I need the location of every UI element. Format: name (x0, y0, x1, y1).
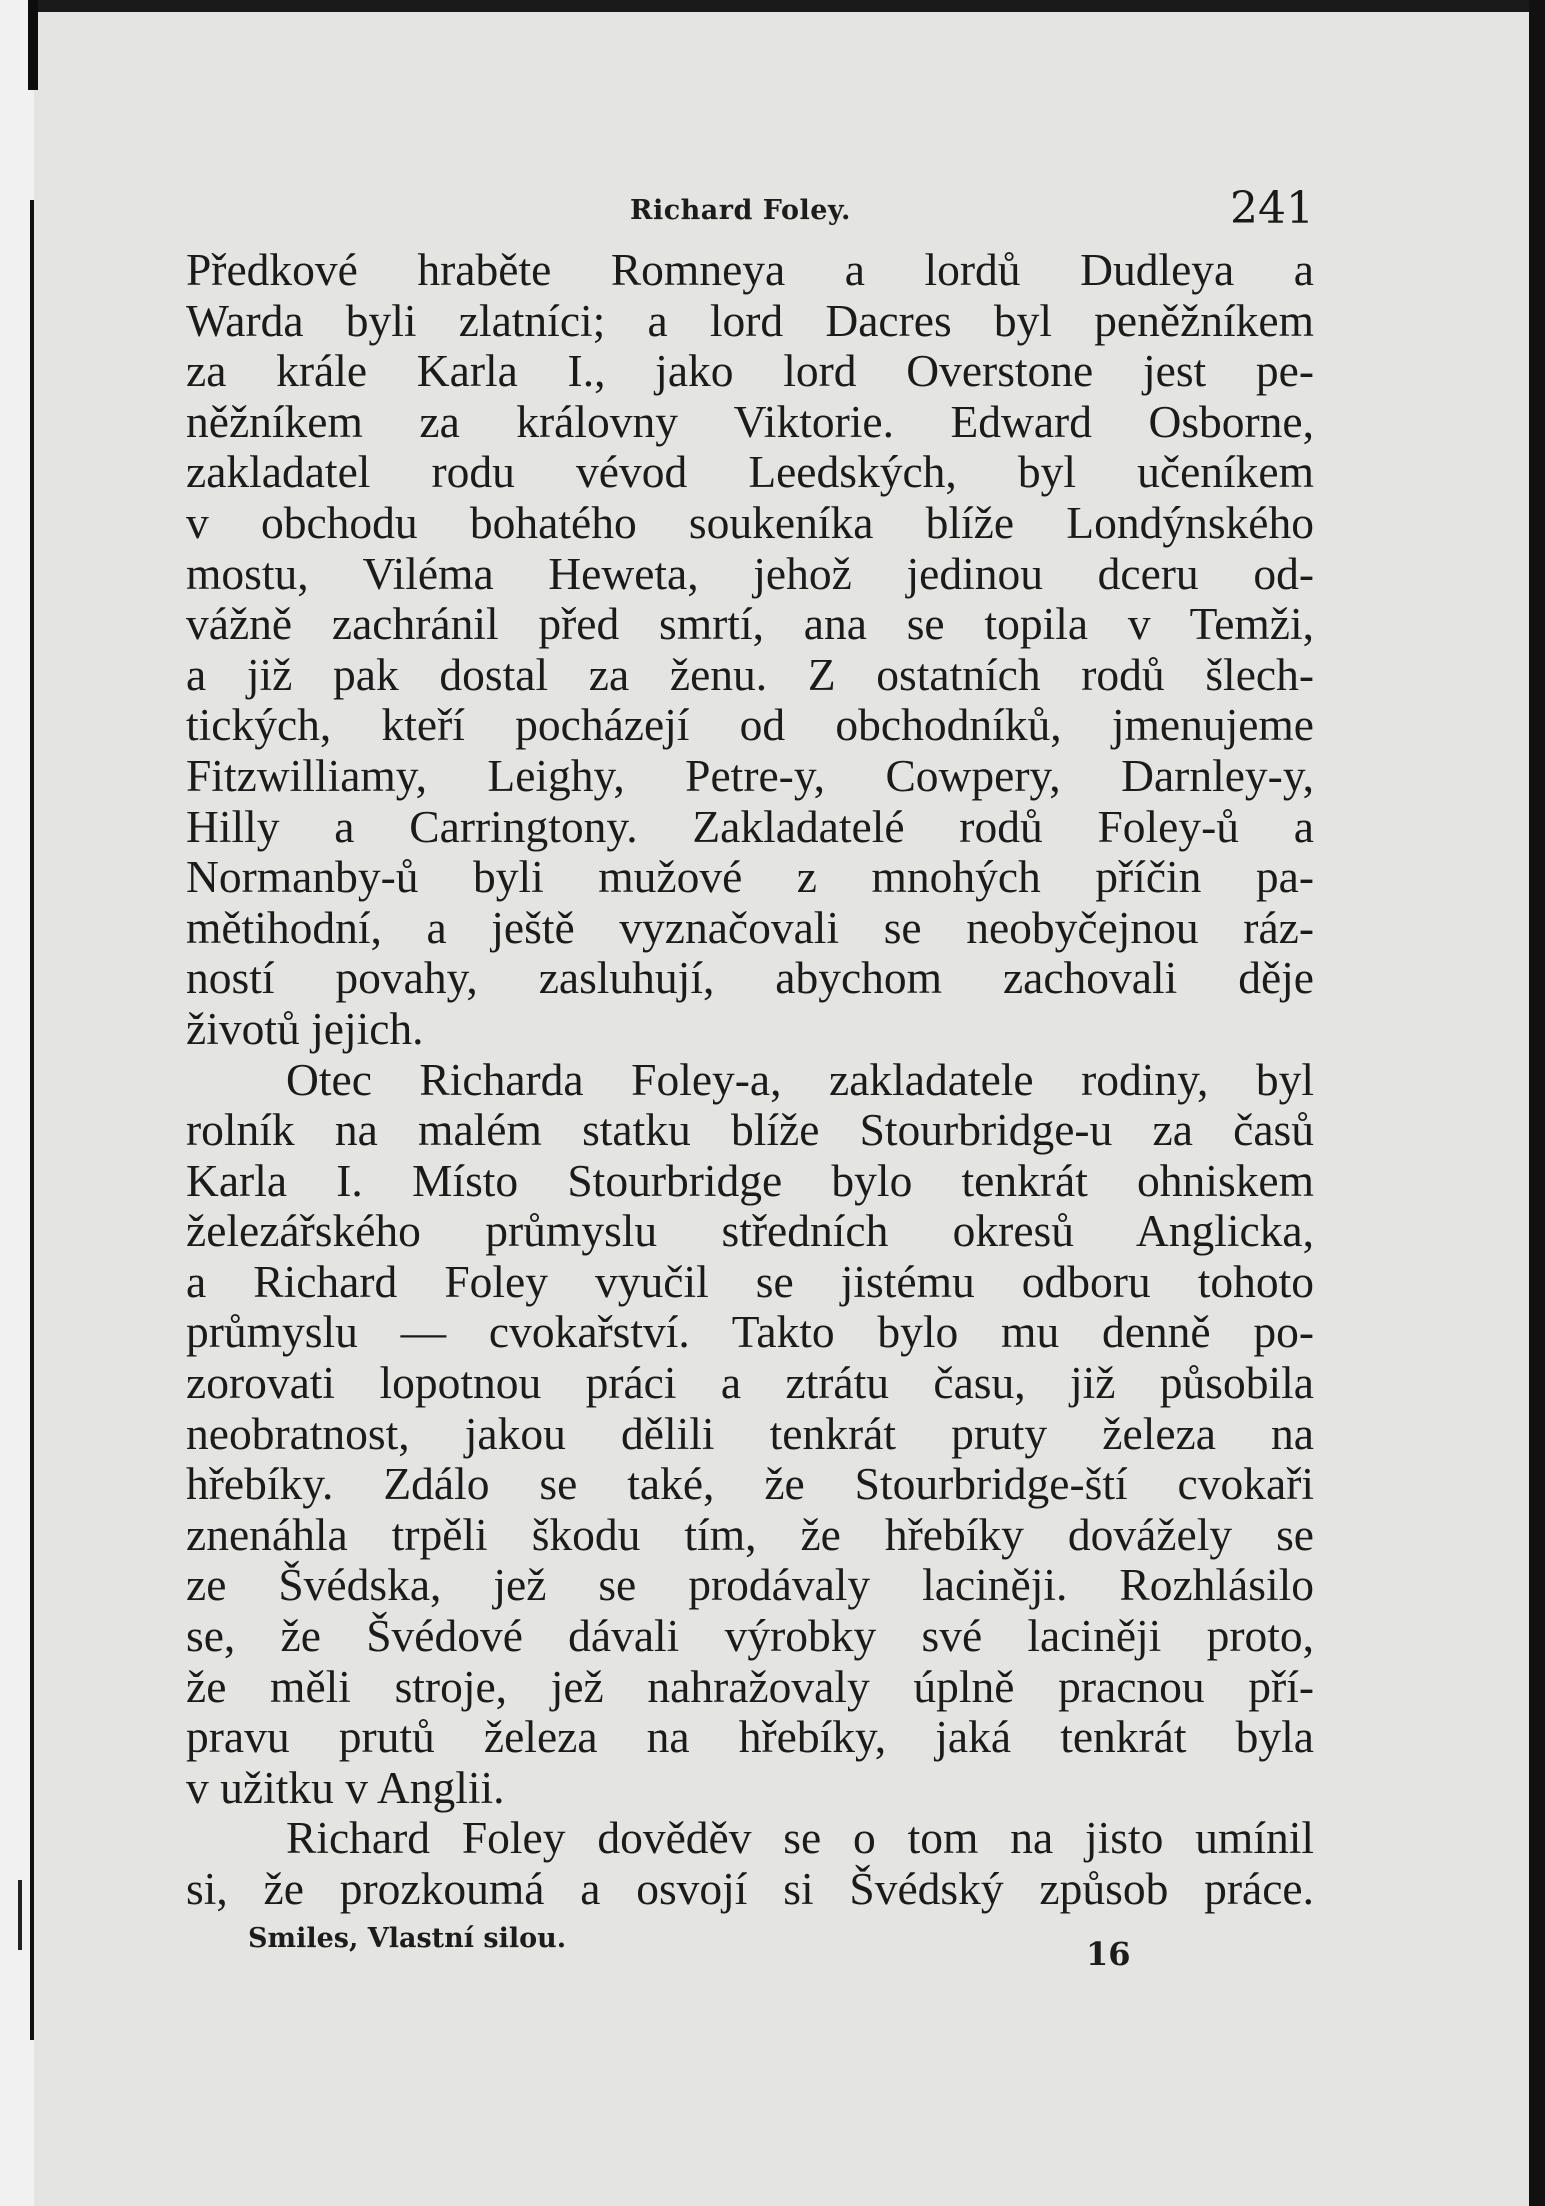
text-line: ze Švédska, jež se prodávaly laciněji. Rozhlásilo (186, 1559, 1314, 1611)
scan-top-edge (0, 0, 1545, 12)
text-line: si, že prozkoumá a osvojí si Švédský způsob práce. (186, 1863, 1314, 1914)
page-content (186, 175, 1314, 1979)
text-line: tických, kteří pocházejí od obchodníků, jmenujeme (186, 699, 1314, 751)
text-line: mětihodní, a ještě vyznačovali se neobyčejnou ráz- (186, 901, 1314, 953)
sheet-number: 16 (1086, 1934, 1131, 1973)
text-line: vážně zachránil před smrtí, ana se topila v Temži, (186, 598, 1314, 650)
text-line: zakladatel rodu vévod Leedských, byl učeníkem (186, 446, 1314, 498)
paragraph-start-line: Richard Foley dověděv se o tom na jisto umínil (286, 1812, 1314, 1864)
text-line: Hilly a Carringtony. Zakladatelé rodů Foley-ů a (186, 800, 1314, 852)
text-line: a Richard Foley vyučil se jistému odboru tohoto (186, 1255, 1314, 1307)
text-line: Fitzwilliamy, Leighy, Petre-y, Cowpery, Darnley-y, (186, 749, 1314, 801)
text-line: a již pak dostal za ženu. Z ostatních rodů šlech- (186, 648, 1314, 700)
text-line: neobratnost, jakou dělili tenkrát pruty železa na (186, 1407, 1314, 1459)
text-line: železářského průmyslu středních okresů Anglicka, (186, 1205, 1314, 1257)
text-line: Warda byli zlatníci; a lord Dacres byl peněžníkem (186, 294, 1314, 346)
text-line: rolník na malém statku blíže Stourbridge-u za časů (186, 1104, 1314, 1156)
text-line: hřebíky. Zdálo se také, že Stourbridge-ští cvokaři (186, 1458, 1314, 1510)
page-footer (186, 1919, 1314, 1979)
text-line: průmyslu — cvokařství. Takto bylo mu denně po- (186, 1306, 1314, 1358)
paragraph-end-line: v užitku v Anglii. (186, 1761, 505, 1813)
running-title: Richard Foley. (630, 195, 851, 226)
paragraph-end-line: životů jejich. (186, 1002, 424, 1054)
page-number: 241 (1230, 183, 1314, 234)
text-line: Karla I. Místo Stourbridge bylo tenkrát ohniskem (186, 1154, 1314, 1206)
signature-mark: Smiles, Vlastní silou. (248, 1922, 567, 1954)
text-line: mostu, Viléma Heweta, jehož jedinou dceru od- (186, 547, 1314, 599)
text-line: ností povahy, zasluhují, abychom zachovali děje (186, 952, 1314, 1004)
text-line: zorovati lopotnou práci a ztrátu času, již působila (186, 1357, 1314, 1409)
text-line: za krále Karla I., jako lord Overstone jest pe- (186, 345, 1314, 397)
text-line: pravu prutů železa na hřebíky, jaká tenkrát byla (186, 1711, 1314, 1763)
text-line: něžníkem za královny Viktorie. Edward Osborne, (186, 395, 1314, 447)
binding-shadow-top (28, 0, 38, 90)
running-head (186, 175, 1314, 237)
text-line: že měli stroje, jež nahražovaly úplně pracnou pří- (186, 1660, 1314, 1712)
margin-mark (18, 1880, 22, 1950)
paragraph-start-line: Otec Richarda Foley-a, zakladatele rodiny, byl (286, 1053, 1314, 1105)
scan-right-edge (1529, 0, 1545, 2206)
text-line: znenáhla trpěli škodu tím, že hřebíky dovážely se (186, 1508, 1314, 1560)
scan-left-margin (0, 0, 34, 2206)
text-line: v obchodu bohatého soukeníka blíže Londýnského (186, 496, 1314, 548)
text-line: Předkové hraběte Romneya a lordů Dudleya a (186, 244, 1314, 295)
text-line: Normanby-ů byli mužové z mnohých příčin pa- (186, 851, 1314, 903)
body-text (186, 245, 1314, 1915)
binding-shadow (30, 200, 34, 2040)
text-line: se, že Švédové dávali výrobky své laciněji proto, (186, 1610, 1314, 1662)
